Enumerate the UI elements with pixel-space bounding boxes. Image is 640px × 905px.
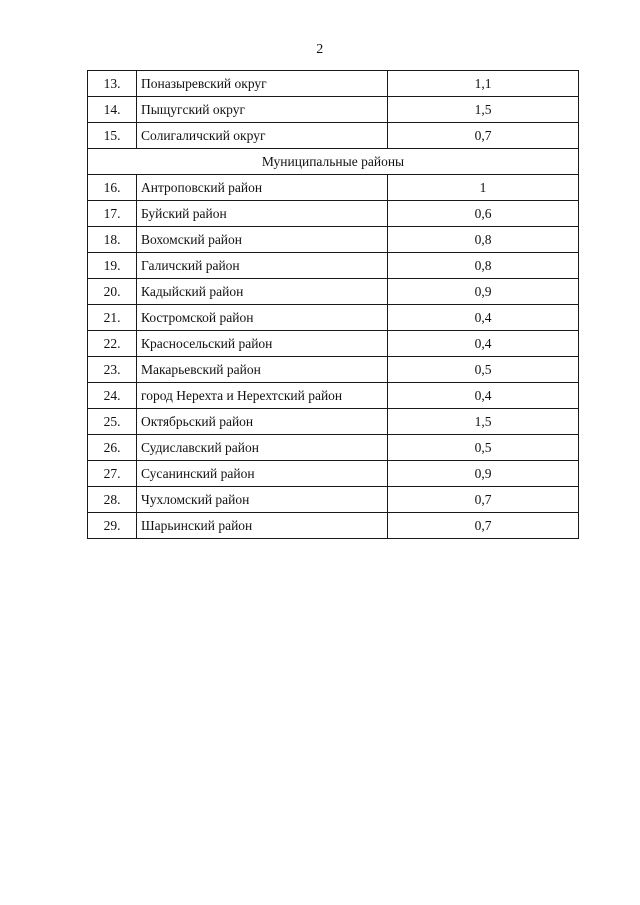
table-row — [88, 97, 579, 123]
table-row — [88, 487, 579, 513]
coefficient-value-cell: 1,5 — [388, 97, 579, 123]
coefficient-value-cell: 0,4 — [388, 383, 579, 409]
table-row — [88, 513, 579, 539]
coefficient-value-cell: 0,7 — [388, 513, 579, 539]
coefficient-value-cell: 0,9 — [388, 461, 579, 487]
section-header-row — [88, 149, 579, 175]
row-number-cell: 19. — [88, 253, 137, 279]
coefficient-value-cell: 1 — [388, 175, 579, 201]
municipality-name-cell: Сусанинский район — [137, 461, 388, 487]
coefficient-value-cell: 0,4 — [388, 305, 579, 331]
table-row — [88, 461, 579, 487]
table-row — [88, 123, 579, 149]
municipality-name-cell: Поназыревский округ — [137, 71, 388, 97]
row-number-cell: 16. — [88, 175, 137, 201]
row-number-cell: 22. — [88, 331, 137, 357]
municipality-name-cell: Макарьевский район — [137, 357, 388, 383]
coefficient-value-cell: 0,7 — [388, 123, 579, 149]
municipality-name-cell: Антроповский район — [137, 175, 388, 201]
row-number-cell: 25. — [88, 409, 137, 435]
coefficient-value-cell: 0,6 — [388, 201, 579, 227]
coefficient-value-cell: 0,8 — [388, 253, 579, 279]
coefficient-value-cell: 0,5 — [388, 357, 579, 383]
row-number-cell: 23. — [88, 357, 137, 383]
table-row — [88, 175, 579, 201]
municipality-name-cell: Костромской район — [137, 305, 388, 331]
coefficient-value-cell: 1,5 — [388, 409, 579, 435]
coefficient-value-cell: 1,1 — [388, 71, 579, 97]
table-body — [88, 71, 579, 539]
row-number-cell: 18. — [88, 227, 137, 253]
row-number-cell: 21. — [88, 305, 137, 331]
municipality-name-cell: Красносельский район — [137, 331, 388, 357]
municipality-name-cell: Кадыйский район — [137, 279, 388, 305]
row-number-cell: 29. — [88, 513, 137, 539]
table-row — [88, 331, 579, 357]
municipality-name-cell: Судиславский район — [137, 435, 388, 461]
municipality-name-cell: Солигаличский округ — [137, 123, 388, 149]
table-row — [88, 253, 579, 279]
coefficient-value-cell: 0,5 — [388, 435, 579, 461]
coefficient-value-cell: 0,9 — [388, 279, 579, 305]
table-row — [88, 279, 579, 305]
coefficient-value-cell: 0,4 — [388, 331, 579, 357]
municipality-name-cell: Буйский район — [137, 201, 388, 227]
row-number-cell: 24. — [88, 383, 137, 409]
row-number-cell: 28. — [88, 487, 137, 513]
table-row — [88, 435, 579, 461]
row-number-cell: 14. — [88, 97, 137, 123]
table-row — [88, 201, 579, 227]
page-number: 2 — [316, 42, 324, 57]
municipality-name-cell: Галичский район — [137, 253, 388, 279]
coefficient-value-cell: 0,7 — [388, 487, 579, 513]
table-row — [88, 409, 579, 435]
table-row — [88, 305, 579, 331]
row-number-cell: 15. — [88, 123, 137, 149]
municipality-name-cell: Пыщугский округ — [137, 97, 388, 123]
table-row — [88, 357, 579, 383]
municipality-name-cell: Шарьинский район — [137, 513, 388, 539]
municipality-name-cell: Октябрьский район — [137, 409, 388, 435]
coefficients-table — [87, 70, 579, 539]
row-number-cell: 20. — [88, 279, 137, 305]
coefficient-value-cell: 0,8 — [388, 227, 579, 253]
municipality-name-cell: город Нерехта и Нерехтский район — [137, 383, 388, 409]
table-row — [88, 227, 579, 253]
row-number-cell: 26. — [88, 435, 137, 461]
table-row — [88, 383, 579, 409]
row-number-cell: 13. — [88, 71, 137, 97]
section-title: Муниципальные районы — [88, 149, 579, 175]
row-number-cell: 27. — [88, 461, 137, 487]
table-row — [88, 71, 579, 97]
row-number-cell: 17. — [88, 201, 137, 227]
municipality-name-cell: Чухломский район — [137, 487, 388, 513]
municipality-name-cell: Вохомский район — [137, 227, 388, 253]
